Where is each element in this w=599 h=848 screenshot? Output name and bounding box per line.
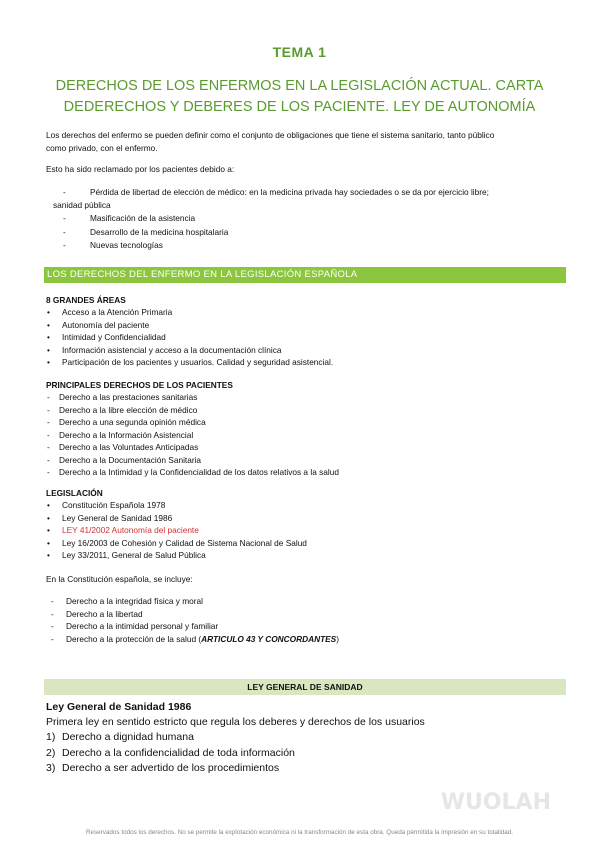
list-item [46, 239, 566, 252]
principales-heading: PRINCIPALES DERECHOS DE LOS PACIENTES [46, 380, 233, 390]
list-item [46, 537, 566, 550]
number-marker: 2) [46, 746, 56, 759]
list-item-text: Masificación de la asistencia [90, 213, 196, 223]
highlighted-law-text: LEY 41/2002 Autonomía del paciente [62, 525, 199, 535]
list-item [46, 429, 566, 442]
intro-line-1: Los derechos del enfermo se pueden definir como el conjunto de obligaciones que tiene el sistema sanitario, tanto público [46, 130, 495, 140]
article-reference: ARTICULO 43 Y CONCORDANTES [201, 633, 337, 644]
list-item-text: Participación de los pacientes y usuarios. Calidad y seguridad asistencial. [62, 357, 334, 367]
list-item-text: Intimidad y Confidencialidad [62, 332, 166, 342]
section-heading-lgs: LEY GENERAL DE SANIDAD [44, 679, 566, 695]
list-item-text: Derecho a la libre elección de médico [59, 404, 198, 415]
bullet-marker: • [47, 512, 50, 523]
dash-marker: - [63, 213, 66, 223]
legislacion-list [46, 499, 566, 562]
list-item-text: Derecho a una segunda opinión médica [59, 417, 206, 427]
list-item-text: Derecho a la libertad [66, 608, 143, 619]
intro-line-2: como privado, con el enfermo. [46, 143, 158, 153]
bullet-marker: • [47, 550, 50, 560]
list-item-text: Derecho a las Voluntades Anticipadas [59, 442, 199, 452]
list-item [46, 319, 566, 332]
list-item [46, 524, 566, 537]
lgs-title: Ley General de Sanidad 1986 [46, 701, 192, 713]
closing-paren: ) [336, 633, 339, 644]
list-item [46, 416, 566, 429]
principales-list [46, 391, 566, 479]
number-marker: 1) [46, 731, 56, 743]
list-item-text: Información asistencial y acceso a la documentación clínica [62, 344, 282, 355]
list-item [46, 595, 566, 608]
section-heading-derechos: LOS DERECHOS DEL ENFERMO EN LA LEGISLACIÓN ESPAÑOLA [44, 267, 566, 283]
list-item [46, 391, 566, 404]
intro-paragraph [46, 129, 566, 155]
dash-marker: - [63, 187, 66, 197]
dash-marker: - [51, 633, 54, 644]
list-item-text: Ley 33/2011, General de Salud Pública [62, 550, 206, 560]
list-item-text: Derecho a la Información Asistencial [59, 429, 194, 440]
list-item [46, 441, 566, 454]
list-item [46, 212, 566, 225]
lgs-description: Primera ley en sentido estricto que regula los deberes y derechos de los usuarios [46, 716, 425, 728]
dash-marker: - [47, 454, 50, 465]
wuolah-logo: WUOLAH [440, 790, 551, 815]
constitucion-intro: En la Constitución española, se incluye: [46, 574, 193, 584]
list-item-text: Pérdida de libertad de elección de médico: en la medicina privada hay sociedades o se da por ejercicio libre; [90, 187, 489, 197]
list-item-text: Derecho a la intimidad personal y familiar [66, 621, 219, 631]
list-item [46, 331, 566, 344]
list-item-text: Derecho a la Intimidad y la Confidencialidad de los datos relativos a la salud [59, 467, 339, 477]
list-item [46, 512, 566, 525]
list-item [46, 356, 566, 369]
list-item [46, 404, 566, 417]
list-item [46, 306, 566, 319]
dash-marker: - [47, 442, 50, 452]
bullet-marker: • [47, 537, 50, 548]
dash-marker: - [63, 240, 66, 250]
list-item-text: Desarrollo de la medicina hospitalaria [90, 226, 229, 237]
list-item [46, 499, 566, 512]
reclamado-list [46, 186, 566, 252]
areas-list [46, 306, 566, 369]
list-item [46, 746, 566, 762]
title-line-1: DERECHOS DE LOS ENFERMOS EN LA LEGISLACIÓN ACTUAL. CARTA [55, 78, 544, 94]
list-item-text: Derecho a las prestaciones sanitarias [59, 392, 198, 402]
list-item-text: Constitución Española 1978 [62, 500, 166, 510]
dash-marker: - [51, 608, 54, 619]
dash-marker: - [47, 404, 50, 415]
list-item [46, 466, 566, 479]
bullet-marker: • [47, 357, 50, 367]
dash-marker: - [51, 621, 54, 631]
list-item-text: Ley 16/2003 de Cohesión y Calidad de Sistema Nacional de Salud [62, 537, 307, 548]
list-item [46, 186, 566, 211]
list-item-text: Derecho a dignidad humana [62, 731, 194, 743]
list-item-text: Autonomía del paciente [62, 319, 150, 330]
bullet-marker: • [47, 344, 50, 355]
bullet-marker: • [47, 525, 50, 535]
list-item [46, 761, 566, 777]
bullet-marker: • [47, 500, 50, 510]
dash-marker: - [47, 467, 50, 477]
bullet-marker: • [47, 307, 50, 317]
list-item-text: Derecho a la integridad física y moral [66, 596, 203, 606]
list-item [46, 344, 566, 357]
list-item-text: Acceso a la Atención Primaria [62, 307, 173, 317]
legislacion-heading: LEGISLACIÓN [46, 488, 103, 498]
list-item [46, 633, 566, 646]
dash-marker: - [47, 392, 50, 402]
topic-number: TEMA 1 [272, 44, 327, 60]
page-title [40, 76, 559, 118]
areas-heading: 8 GRANDES ÁREAS [46, 295, 126, 305]
list-item-text: Ley General de Sanidad 1986 [62, 512, 173, 523]
list-item [46, 730, 566, 746]
number-marker: 3) [46, 762, 56, 774]
list-item-text: Derecho a ser advertido de los procedimientos [62, 762, 280, 774]
dash-marker: - [47, 417, 50, 427]
copyright-footer: Reservados todos los derechos. No se permite la explotación económica ni la transformación de esta obra. Queda permitida la impresión en su totalidad. [85, 829, 514, 836]
dash-marker: - [47, 429, 50, 440]
list-item-continuation: sanidad pública [53, 199, 111, 210]
list-item-text: Derecho a la confidencialidad de toda información [62, 746, 295, 759]
list-item-text: Nuevas tecnologías [90, 240, 163, 250]
bullet-marker: • [47, 319, 50, 330]
dash-marker: - [51, 596, 54, 606]
list-item [46, 226, 566, 239]
dash-marker: - [63, 226, 66, 237]
list-item [46, 608, 566, 621]
bullet-marker: • [47, 332, 50, 342]
lgs-list [46, 730, 566, 777]
list-item-text: Derecho a la protección de la salud ( [66, 633, 202, 644]
list-item [46, 620, 566, 633]
list-item [46, 454, 566, 467]
list-item-text: Derecho a la Documentación Sanitaria [59, 454, 202, 465]
reclamado-intro: Esto ha sido reclamado por los pacientes debido a: [46, 164, 235, 174]
title-line-2: DEDERECHOS Y DEBERES DE LOS PACIENTE. LEY DE AUTONOMÍA [63, 99, 536, 115]
list-item [46, 549, 566, 562]
constitucion-list [46, 595, 566, 645]
